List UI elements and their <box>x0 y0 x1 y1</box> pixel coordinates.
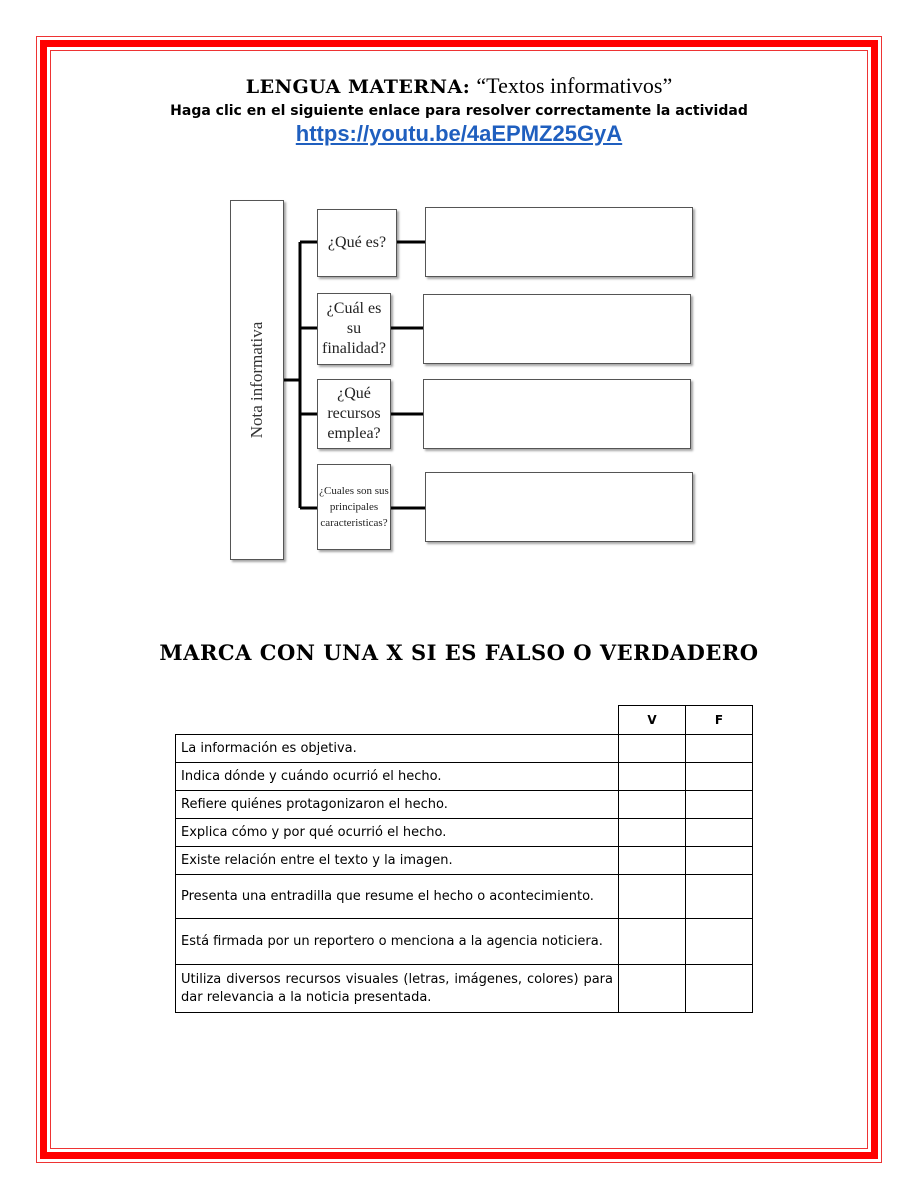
question-box-que-es <box>317 209 397 277</box>
statement-cell: Existe relación entre el texto y la imagen. <box>176 847 619 875</box>
statement-cell: Presenta una entradilla que resume el hecho o acontecimiento. <box>176 875 619 919</box>
check-cell-v[interactable] <box>619 875 686 919</box>
check-cell-f[interactable] <box>686 919 753 965</box>
check-cell-v[interactable] <box>619 847 686 875</box>
check-cell-v[interactable] <box>619 735 686 763</box>
statement-cell: Refiere quiénes protagonizaron el hecho. <box>176 791 619 819</box>
check-cell-f[interactable] <box>686 875 753 919</box>
main-concept-label: Nota informativa <box>247 321 266 439</box>
table-row <box>176 919 753 965</box>
answer-box-caracteristicas[interactable] <box>425 472 693 542</box>
question-label: ¿Qué es? <box>327 234 387 251</box>
true-false-table <box>175 705 753 1013</box>
question-box-finalidad <box>317 293 391 365</box>
table-row <box>176 763 753 791</box>
table-row <box>176 791 753 819</box>
table-row <box>176 875 753 919</box>
question-box-recursos <box>317 379 391 449</box>
table-row <box>176 735 753 763</box>
answer-box-finalidad[interactable] <box>423 294 691 364</box>
header-blank-cell <box>176 706 619 735</box>
table-row <box>176 965 753 1013</box>
answer-box-recursos[interactable] <box>423 379 691 449</box>
statement-cell: La información es objetiva. <box>176 735 619 763</box>
column-header-v: V <box>619 706 686 735</box>
check-cell-f[interactable] <box>686 763 753 791</box>
check-cell-v[interactable] <box>619 819 686 847</box>
answer-box-que-es[interactable] <box>425 207 693 277</box>
statement-cell: Explica cómo y por qué ocurrió el hecho. <box>176 819 619 847</box>
page-title <box>0 72 918 101</box>
header <box>0 72 918 147</box>
check-cell-f[interactable] <box>686 791 753 819</box>
video-link[interactable]: https://youtu.be/4aEPMZ25GyA <box>295 121 623 146</box>
statement-cell: Utiliza diversos recursos visuales (letras, imágenes, colores) para dar relevancia a la noticia presentada. <box>176 965 619 1013</box>
question-label: ¿Cuál es su finalidad? <box>322 300 386 357</box>
check-cell-f[interactable] <box>686 819 753 847</box>
title-topic: “Textos informativos” <box>476 73 673 98</box>
table-row <box>176 819 753 847</box>
check-cell-v[interactable] <box>619 919 686 965</box>
statement-cell: Indica dónde y cuándo ocurrió el hecho. <box>176 763 619 791</box>
column-header-f: F <box>686 706 753 735</box>
title-subject: LENGUA MATERNA: <box>245 76 471 98</box>
check-cell-v[interactable] <box>619 763 686 791</box>
check-cell-f[interactable] <box>686 965 753 1013</box>
check-cell-v[interactable] <box>619 791 686 819</box>
statement-cell: Está firmada por un reportero o menciona a la agencia noticiera. <box>176 919 619 965</box>
check-cell-f[interactable] <box>686 735 753 763</box>
main-concept-box <box>230 200 284 560</box>
instruction-text: Haga clic en el siguiente enlace para resolver correctamente la actividad <box>170 103 748 119</box>
table-header-row <box>176 706 753 735</box>
section-title: MARCA CON UNA X SI ES FALSO O VERDADERO <box>159 640 759 665</box>
table-row <box>176 847 753 875</box>
question-label: ¿Cuales son sus principales caracteristicas? <box>319 485 389 529</box>
question-box-caracteristicas <box>317 464 391 550</box>
question-label: ¿Qué recursos emplea? <box>327 385 381 442</box>
concept-diagram <box>226 196 696 564</box>
check-cell-v[interactable] <box>619 965 686 1013</box>
check-cell-f[interactable] <box>686 847 753 875</box>
